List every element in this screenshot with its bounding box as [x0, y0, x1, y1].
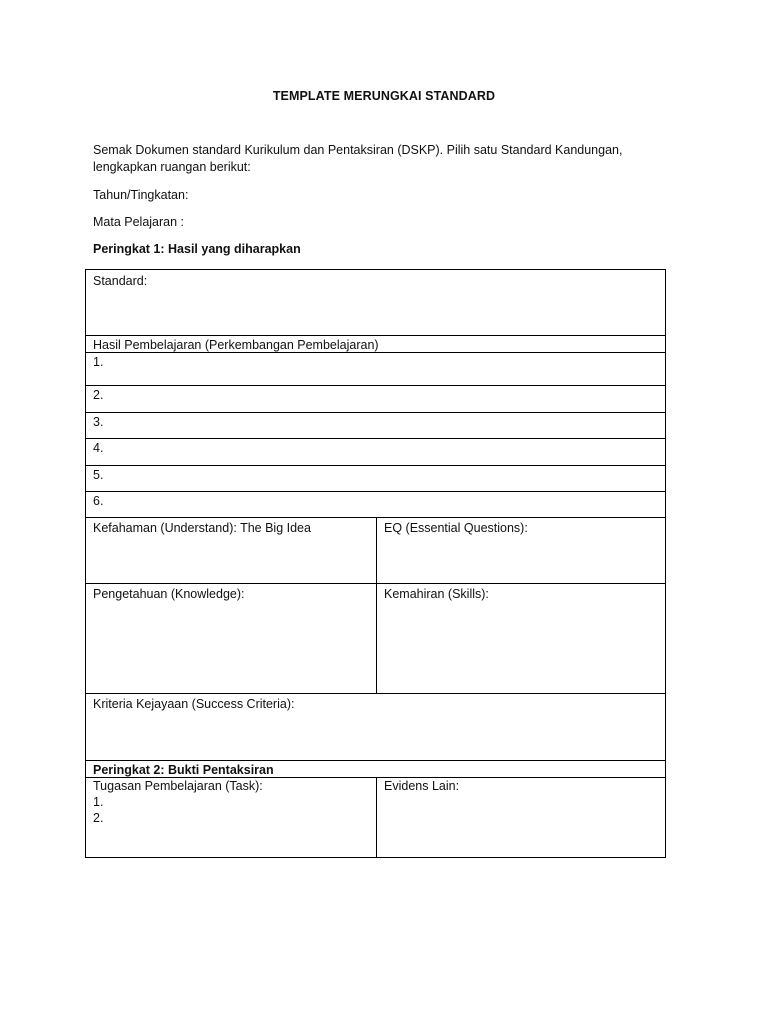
hasil-item-number: 1.: [93, 355, 104, 369]
pengetahuan-cell[interactable]: [86, 584, 377, 693]
hasil-item-row: [86, 353, 665, 386]
document-title: TEMPLATE MERUNGKAI STANDARD: [272, 89, 496, 103]
tugasan-item-number: 2.: [93, 811, 104, 825]
hasil-item-row: [86, 413, 665, 439]
peringkat-2-row: [86, 761, 665, 778]
hasil-item-cell[interactable]: [86, 413, 665, 438]
hasil-item-number: 5.: [93, 468, 104, 482]
hasil-item-number: 2.: [93, 388, 104, 402]
hasil-item-cell[interactable]: [86, 466, 665, 491]
hasil-item-row: [86, 386, 665, 413]
kriteria-row: [86, 694, 665, 761]
kriteria-label: Kriteria Kejayaan (Success Criteria):: [93, 697, 295, 711]
kemahiran-label: Kemahiran (Skills):: [384, 587, 489, 601]
hasil-item-cell[interactable]: [86, 439, 665, 465]
pengetahuan-label: Pengetahuan (Knowledge):: [93, 587, 245, 601]
hasil-item-cell[interactable]: [86, 386, 665, 412]
peringkat-2-cell: [86, 761, 665, 777]
eq-cell[interactable]: [377, 518, 665, 583]
hasil-header-cell: [86, 336, 665, 352]
tahun-tingkatan-field: Tahun/Tingkatan:: [93, 188, 189, 202]
kefahaman-eq-row: [86, 518, 665, 584]
standard-form-table: [85, 269, 666, 858]
peringkat-2-heading: Peringkat 2: Bukti Pentaksiran: [93, 763, 274, 777]
hasil-item-row: [86, 466, 665, 492]
standard-cell[interactable]: [86, 270, 665, 335]
hasil-item-cell[interactable]: [86, 492, 665, 517]
kriteria-cell[interactable]: [86, 694, 665, 760]
hasil-label: Hasil Pembelajaran (Perkembangan Pembelajaran): [93, 338, 379, 352]
intro-text: Semak Dokumen standard Kurikulum dan Pentaksiran (DSKP). Pilih satu Standard Kandungan, lengkapkan ruangan berikut:: [93, 143, 623, 174]
hasil-item-number: 6.: [93, 494, 104, 508]
tugasan-evidens-row: [86, 778, 665, 858]
standard-label: Standard:: [93, 274, 148, 288]
hasil-item-row: [86, 492, 665, 518]
hasil-item-cell[interactable]: [86, 353, 665, 385]
tugasan-label: Tugasan Pembelajaran (Task):: [93, 779, 263, 793]
standard-row: [86, 270, 665, 336]
pengetahuan-kemahiran-row: [86, 584, 665, 694]
hasil-header-row: [86, 336, 665, 353]
kefahaman-cell[interactable]: [86, 518, 377, 583]
kefahaman-label: Kefahaman (Understand): The Big Idea: [93, 521, 311, 535]
hasil-item-number: 4.: [93, 441, 104, 455]
peringkat-1-heading: Peringkat 1: Hasil yang diharapkan: [93, 242, 301, 256]
evidens-cell[interactable]: [377, 778, 665, 858]
tugasan-cell[interactable]: [86, 778, 377, 858]
hasil-item-row: [86, 439, 665, 466]
hasil-item-number: 3.: [93, 415, 104, 429]
tugasan-item-number: 1.: [93, 795, 104, 809]
evidens-label: Evidens Lain:: [384, 779, 460, 793]
eq-label: EQ (Essential Questions):: [384, 521, 528, 535]
mata-pelajaran-field: Mata Pelajaran :: [93, 215, 185, 229]
kemahiran-cell[interactable]: [377, 584, 665, 693]
